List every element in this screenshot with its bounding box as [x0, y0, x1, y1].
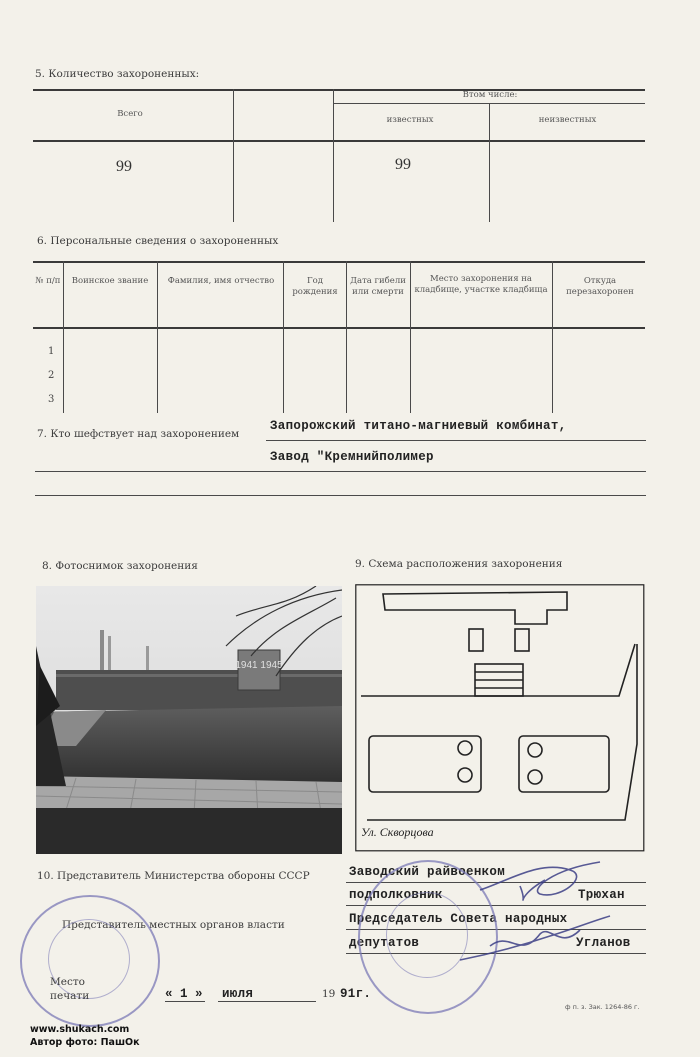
date-underline: [218, 1001, 316, 1002]
date-day: 1: [180, 987, 188, 1001]
location-scheme: [355, 584, 645, 852]
table6-divider: [410, 261, 411, 413]
known-value: 99: [395, 156, 411, 173]
official-rank: подполковник: [349, 888, 443, 902]
table5-divider: [233, 89, 234, 222]
street-label: Ул. Скворцова: [361, 825, 434, 839]
date-underline: [165, 1001, 205, 1002]
table5-header-line: [33, 140, 645, 142]
official-name-1: Трюхан: [578, 888, 625, 902]
print-code: ф п. з. Зак. 1264-86 г.: [565, 1003, 640, 1011]
table6-divider: [346, 261, 347, 413]
table6-divider: [283, 261, 284, 413]
row-number: 1: [48, 346, 55, 357]
table6-divider: [157, 261, 158, 413]
section8-title: 8. Фотоснимок захоронения: [42, 560, 198, 572]
official-seal-left: [20, 895, 160, 1027]
footer-author: Автор фото: ПашОк: [30, 1037, 140, 1049]
footer-site[interactable]: www.shukach.com: [30, 1024, 130, 1035]
date-quote-close: »: [195, 987, 203, 1001]
patron-underline: [35, 471, 646, 472]
date-month: июля: [222, 987, 254, 1001]
table6-top-line: [33, 261, 645, 263]
col-rank-header: Воинское звание: [71, 276, 149, 286]
col-total-header: Всего: [117, 109, 143, 119]
col-birth-header: Год рождения: [292, 276, 338, 297]
section10-sub: Представитель местных органов власти: [62, 919, 285, 931]
table5-divider: [333, 89, 334, 222]
table6-divider: [63, 261, 64, 413]
date-year-prefix: 19: [322, 988, 336, 1000]
patron-line-2: Завод "Кремнийполимер: [270, 450, 434, 464]
stamp-place-2: печати: [50, 990, 90, 1002]
patron-line-1: Запорожский титано-магниевый комбинат,: [270, 419, 567, 433]
row-number: 2: [48, 370, 55, 381]
official-office: Заводский райвоенком: [349, 865, 506, 879]
col-including-header: Втом числе:: [462, 90, 518, 100]
official-title-2b: депутатов: [349, 936, 420, 950]
official-name-2: Угланов: [576, 936, 631, 950]
section5-title: 5. Количество захороненных:: [35, 68, 200, 80]
section9-title: 9. Схема расположения захоронения: [355, 558, 563, 570]
burial-photo-image: [36, 586, 342, 854]
table6-divider: [552, 261, 553, 413]
col-number-header: № п/п: [35, 276, 61, 286]
col-unknown-header: неизвестных: [538, 115, 597, 125]
col-name-header: Фамилия, имя отчество: [167, 276, 275, 286]
footer: [30, 1023, 140, 1050]
table6-header-line: [33, 327, 645, 329]
section10-title: 10. Представитель Министерства обороны СССР: [37, 870, 310, 882]
official-title-2: Председатель Совета народных: [349, 912, 568, 926]
row-number: 3: [48, 394, 55, 405]
section6-title: 6. Персональные сведения о захороненных: [37, 235, 279, 247]
section7-label: 7. Кто шефствует над захоронением: [37, 428, 240, 440]
patron-underline: [35, 495, 646, 496]
date-quote-open: «: [165, 987, 173, 1001]
total-value: 99: [116, 158, 132, 175]
col-death-header: Дата гибели или смерти: [350, 276, 406, 297]
col-from-header: Откуда перезахоронен: [566, 276, 634, 297]
monument-text: 1941 1945: [235, 660, 283, 671]
date-year-suffix: 91г.: [340, 987, 372, 1001]
signature-strokes: [450, 850, 620, 970]
burial-photo: [36, 586, 342, 854]
stamp-place-1: Место: [50, 976, 85, 988]
col-known-header: известных: [386, 115, 434, 125]
patron-underline: [266, 440, 646, 441]
location-scheme-drawing: [355, 584, 645, 852]
table5-divider: [489, 103, 490, 222]
col-place-header: Место захоронения на кладбище, участке кладбища: [414, 274, 548, 295]
